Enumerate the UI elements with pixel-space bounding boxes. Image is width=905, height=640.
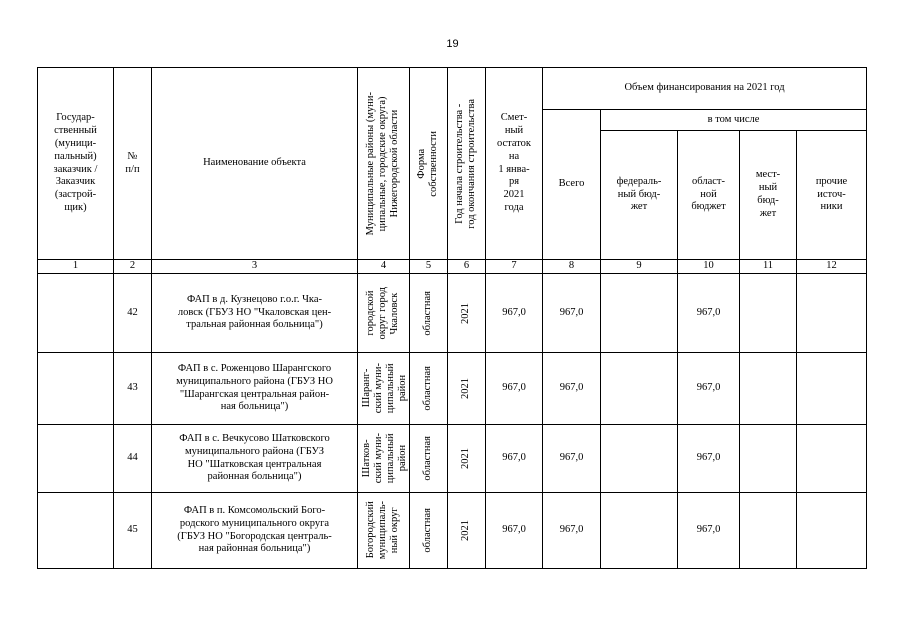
column-number: 7 [486, 260, 543, 274]
cell-other [797, 493, 867, 569]
cell-ownership: областная [410, 353, 448, 425]
cell-other [797, 353, 867, 425]
cell-local [740, 353, 797, 425]
cell-municipality: Шатков- ский муни- ципальный район [358, 425, 410, 493]
cell-years: 2021 [448, 353, 486, 425]
cell-total: 967,0 [543, 425, 601, 493]
cell-local [740, 274, 797, 353]
column-number: 8 [543, 260, 601, 274]
cell-other [797, 425, 867, 493]
cell-regional: 967,0 [678, 493, 740, 569]
cell-other [797, 274, 867, 353]
header-including: в том числе [601, 110, 867, 131]
cell-federal [601, 274, 678, 353]
cell-ownership: областная [410, 493, 448, 569]
cell-local [740, 425, 797, 493]
cell-municipality: городской округ город Чкаловск [358, 274, 410, 353]
header-object-name: Наименование объекта [152, 68, 358, 260]
cell-customer [38, 425, 114, 493]
header-municipality: Муниципальные районы (муни- ципальные, городские округа) Нижегородской области [358, 68, 410, 260]
cell-total: 967,0 [543, 353, 601, 425]
cell-object-name: ФАП в п. Комсомольский Бого- родского муниципального округа (ГБУЗ НО "Богородская централь- ная районная больница") [152, 493, 358, 569]
column-number: 6 [448, 260, 486, 274]
cell-number: 43 [114, 353, 152, 425]
cell-years: 2021 [448, 425, 486, 493]
cell-object-name: ФАП в с. Роженцово Шарангского муниципального района (ГБУЗ НО "Шарангская центральная район- ная больница") [152, 353, 358, 425]
column-number: 12 [797, 260, 867, 274]
cell-local [740, 493, 797, 569]
cell-regional: 967,0 [678, 353, 740, 425]
header-number: № п/п [114, 68, 152, 260]
cell-municipality: Шаранг- ский муни- ципальный район [358, 353, 410, 425]
column-number: 2 [114, 260, 152, 274]
cell-number: 45 [114, 493, 152, 569]
cell-federal [601, 493, 678, 569]
financing-table [37, 67, 867, 569]
cell-federal [601, 353, 678, 425]
header-regional: област- ной бюджет [678, 131, 740, 260]
header-estimated-balance: Смет- ный остаток на 1 янва- ря 2021 года [486, 68, 543, 260]
header-funding: Объем финансирования на 2021 год [543, 68, 867, 110]
cell-customer [38, 274, 114, 353]
table-row [38, 425, 867, 493]
cell-customer [38, 493, 114, 569]
cell-object-name: ФАП в с. Вечкусово Шатковского муниципального района (ГБУЗ НО "Шатковская центральная районная больница") [152, 425, 358, 493]
table-row [38, 493, 867, 569]
column-number: 9 [601, 260, 678, 274]
column-number: 5 [410, 260, 448, 274]
cell-ownership: областная [410, 425, 448, 493]
header-customer: Государ- ственный (муници- пальный) заказчик / Заказчик (застрой- щик) [38, 68, 114, 260]
cell-customer [38, 353, 114, 425]
cell-estimated-balance: 967,0 [486, 493, 543, 569]
page-number: 19 [446, 38, 459, 50]
cell-regional: 967,0 [678, 425, 740, 493]
column-number: 10 [678, 260, 740, 274]
cell-municipality: Богородский муниципаль- ный округ [358, 493, 410, 569]
header-ownership: Форма собственности [410, 68, 448, 260]
header-federal: федераль- ный бюд- жет [601, 131, 678, 260]
table-row [38, 274, 867, 353]
header-other: прочие источ- ники [797, 131, 867, 260]
column-number: 11 [740, 260, 797, 274]
cell-total: 967,0 [543, 274, 601, 353]
cell-federal [601, 425, 678, 493]
cell-years: 2021 [448, 274, 486, 353]
column-number: 1 [38, 260, 114, 274]
cell-estimated-balance: 967,0 [486, 425, 543, 493]
cell-total: 967,0 [543, 493, 601, 569]
cell-estimated-balance: 967,0 [486, 353, 543, 425]
cell-years: 2021 [448, 493, 486, 569]
column-number: 3 [152, 260, 358, 274]
header-total: Всего [543, 110, 601, 260]
cell-ownership: областная [410, 274, 448, 353]
cell-regional: 967,0 [678, 274, 740, 353]
cell-number: 42 [114, 274, 152, 353]
header-years: Год начала строительства - год окончания строительства [448, 68, 486, 260]
header-local: мест- ный бюд- жет [740, 131, 797, 260]
column-number: 4 [358, 260, 410, 274]
cell-estimated-balance: 967,0 [486, 274, 543, 353]
cell-object-name: ФАП в д. Кузнецово г.о.г. Чка- ловск (ГБУЗ НО "Чкаловская цен- тральная районная больница") [152, 274, 358, 353]
column-number-row [38, 260, 867, 274]
cell-number: 44 [114, 425, 152, 493]
table-row [38, 353, 867, 425]
